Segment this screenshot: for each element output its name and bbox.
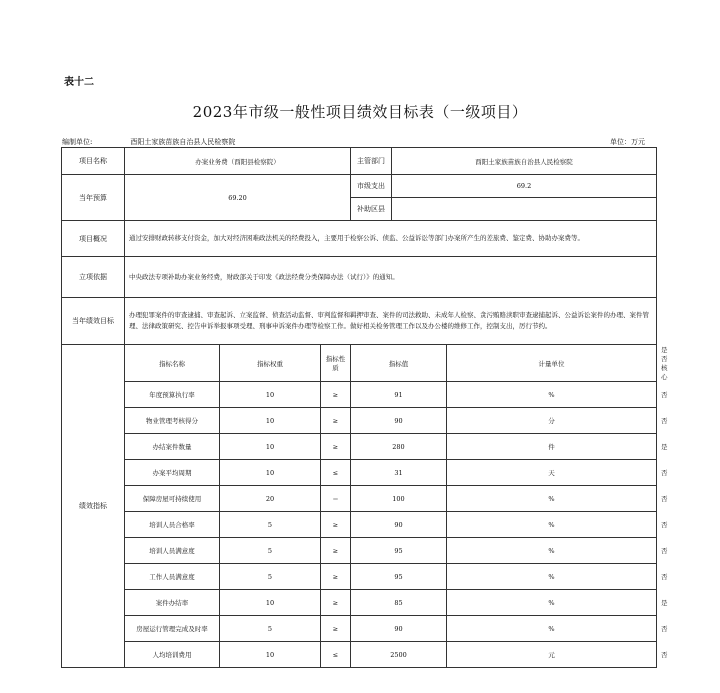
indicator-nature: ＝ — [321, 486, 351, 512]
table-row: 培训人员满意度 5 ≥ 95 % 否 — [62, 538, 657, 564]
indicator-name: 物业管理考核得分 — [125, 408, 220, 434]
indicator-name: 办结案件数量 — [125, 434, 220, 460]
city-spend-label: 市级支出 — [351, 175, 392, 198]
indicator-value: 31 — [351, 460, 447, 486]
indicator-value: 280 — [351, 434, 447, 460]
basis-value: 中央政法专项补助办案业务经费，财政部关于印发《政法经费分类保障办法（试行）》的通知。 — [125, 257, 657, 298]
indicator-weight: 10 — [220, 460, 321, 486]
table-row: 人均培训费用 10 ≤ 2500 元 否 — [62, 642, 657, 668]
indicator-weight: 20 — [220, 486, 321, 512]
indicator-unit: % — [447, 512, 657, 538]
currency-unit: 单位：万元 — [610, 138, 645, 146]
project-name-label: 项目名称 — [62, 148, 125, 175]
header-nature: 指标性质 — [321, 345, 351, 382]
performance-table: 项目名称 办案业务费（酉阳县检察院） 主管部门 酉阳土家族苗族自治县人民检察院 当年预算 69.20 市级支出 69.2 补助区县 项目概况 通过安排财政转移支付资金，加大对经济困难政法机关的经费投入，主要用于检察公诉、侦监、公益诉讼等部门办案所产生的差旅费、鉴定费、协助办案费等。 立项依据 中央政法专项补助办案业务经费，财政部关于印发《政法经费分类保障办法（试行）》的通知。 当年绩效目标 办理犯罪案件的审查逮捕、审查起诉、立案监督、侦查活动监督、审判监督和羁押审查、案件的司法救助、未成年人检察、贪污贿赂渎职审查逮捕起诉、公益诉讼案件的办理、案件管理、法律政策研究、控告申诉举报事项受理、刑事申诉案件办理等检察工作。做好相关检务管理工作以及办公楼的维修工作，控制支出，厉行节约。 绩效指标 指标名称 指标权重 指标性质 指标值 计量单位 是否核心 年度预算执行率 10 ≥ 91 % 否 物业管理考核得分 10 ≥ 90 分 否 办结案件数量 10 ≥ 280 件 是 办案平均周期 10 ≤ 31 天 否 保障房屋可持续使用 20 ＝ 100 % 否 培训人员合格率 5 ≥ 90 % 否 培训人员满意度 5 ≥ 95 % 否 工作人员满意度 5 ≥ 95 % 否 案件办结率 10 ≥ 85 % 是 房屋运行管理完成及时率 5 ≥ 90 % 否 人均培训费用 10 ≤ 2500 元 否 — [61, 147, 657, 668]
indicator-weight: 5 — [220, 564, 321, 590]
indicator-unit: % — [447, 382, 657, 408]
compiling-unit — [62, 137, 235, 147]
document-title: 2023年市级一般性项目绩效目标表（一级项目） — [192, 103, 528, 121]
budget-value: 69.20 — [125, 175, 351, 221]
indicator-nature: ≤ — [321, 460, 351, 486]
indicator-name: 年度预算执行率 — [125, 382, 220, 408]
indicator-name: 工作人员满意度 — [125, 564, 220, 590]
table-row: 培训人员合格率 5 ≥ 90 % 否 — [62, 512, 657, 538]
indicator-value: 90 — [351, 616, 447, 642]
indicator-unit: % — [447, 486, 657, 512]
compiling-unit-label: 编制单位: — [62, 138, 93, 146]
indicator-name: 人均培训费用 — [125, 642, 220, 668]
indicator-nature: ≥ — [321, 564, 351, 590]
indicator-unit: % — [447, 538, 657, 564]
goal-value: 办理犯罪案件的审查逮捕、审查起诉、立案监督、侦查活动监督、审判监督和羁押审查、案件的司法救助、未成年人检察、贪污贿赂渎职审查逮捕起诉、公益诉讼案件的办理、案件管理、法律政策研究、控告申诉举报事项受理、刑事申诉案件办理等检察工作。做好相关检务管理工作以及办公楼的维修工作，控制支出，厉行节约。 — [125, 298, 657, 345]
table-row: 办结案件数量 10 ≥ 280 件 是 — [62, 434, 657, 460]
indicator-nature: ≥ — [321, 590, 351, 616]
indicator-unit: % — [447, 564, 657, 590]
indicator-weight: 5 — [220, 538, 321, 564]
indicator-weight: 5 — [220, 616, 321, 642]
table-number: 表十二 — [64, 77, 94, 88]
indicator-nature: ≥ — [321, 434, 351, 460]
indicator-name: 保障房屋可持续使用 — [125, 486, 220, 512]
indicator-unit: 元 — [447, 642, 657, 668]
dept-label: 主管部门 — [351, 148, 392, 175]
indicator-value: 90 — [351, 408, 447, 434]
indicator-weight: 10 — [220, 642, 321, 668]
indicator-weight: 10 — [220, 434, 321, 460]
indicator-name: 培训人员满意度 — [125, 538, 220, 564]
indicator-nature: ≥ — [321, 382, 351, 408]
indicator-weight: 5 — [220, 512, 321, 538]
table-row: 案件办结率 10 ≥ 85 % 是 — [62, 590, 657, 616]
indicator-unit: % — [447, 590, 657, 616]
indicator-value: 91 — [351, 382, 447, 408]
table-row: 年度预算执行率 10 ≥ 91 % 否 — [62, 382, 657, 408]
overview-value: 通过安排财政转移支付资金，加大对经济困难政法机关的经费投入，主要用于检察公诉、侦监、公益诉讼等部门办案所产生的差旅费、鉴定费、协助办案费等。 — [125, 221, 657, 257]
indicator-nature: ≤ — [321, 642, 351, 668]
header-weight: 指标权重 — [220, 345, 321, 382]
county-subsidy-label: 补助区县 — [351, 198, 392, 221]
budget-label: 当年预算 — [62, 175, 125, 221]
basis-label: 立项依据 — [62, 257, 125, 298]
indicator-name: 案件办结率 — [125, 590, 220, 616]
indicator-value: 100 — [351, 486, 447, 512]
indicator-unit: 天 — [447, 460, 657, 486]
indicator-weight: 10 — [220, 382, 321, 408]
indicator-value: 2500 — [351, 642, 447, 668]
overview-label: 项目概况 — [62, 221, 125, 257]
indicator-unit: 件 — [447, 434, 657, 460]
indicator-value: 95 — [351, 564, 447, 590]
table-row: 房屋运行管理完成及时率 5 ≥ 90 % 否 — [62, 616, 657, 642]
header-value: 指标值 — [351, 345, 447, 382]
table-row: 办案平均周期 10 ≤ 31 天 否 — [62, 460, 657, 486]
indicator-value: 95 — [351, 538, 447, 564]
indicator-name: 办案平均周期 — [125, 460, 220, 486]
indicator-name: 培训人员合格率 — [125, 512, 220, 538]
table-row: 保障房屋可持续使用 20 ＝ 100 % 否 — [62, 486, 657, 512]
indicator-value: 90 — [351, 512, 447, 538]
indicator-weight: 10 — [220, 590, 321, 616]
indicator-nature: ≥ — [321, 616, 351, 642]
city-spend-value: 69.2 — [392, 175, 657, 198]
indicator-value: 85 — [351, 590, 447, 616]
header-unit: 计量单位 — [447, 345, 657, 382]
indicator-unit: 分 — [447, 408, 657, 434]
compiling-unit-value: 酉阳土家族苗族自治县人民检察院 — [130, 138, 236, 146]
table-row: 工作人员满意度 5 ≥ 95 % 否 — [62, 564, 657, 590]
header-indicator-name: 指标名称 — [125, 345, 220, 382]
table-row: 物业管理考核得分 10 ≥ 90 分 否 — [62, 408, 657, 434]
goal-label: 当年绩效目标 — [62, 298, 125, 345]
county-subsidy-value — [392, 198, 657, 221]
indicator-nature: ≥ — [321, 512, 351, 538]
indicator-name: 房屋运行管理完成及时率 — [125, 616, 220, 642]
indicator-weight: 10 — [220, 408, 321, 434]
indicator-nature: ≥ — [321, 538, 351, 564]
indicator-nature: ≥ — [321, 408, 351, 434]
project-name-value: 办案业务费（酉阳县检察院） — [125, 148, 351, 175]
dept-value: 酉阳土家族苗族自治县人民检察院 — [392, 148, 657, 175]
indicators-section-label: 绩效指标 — [62, 345, 125, 668]
indicator-unit: % — [447, 616, 657, 642]
